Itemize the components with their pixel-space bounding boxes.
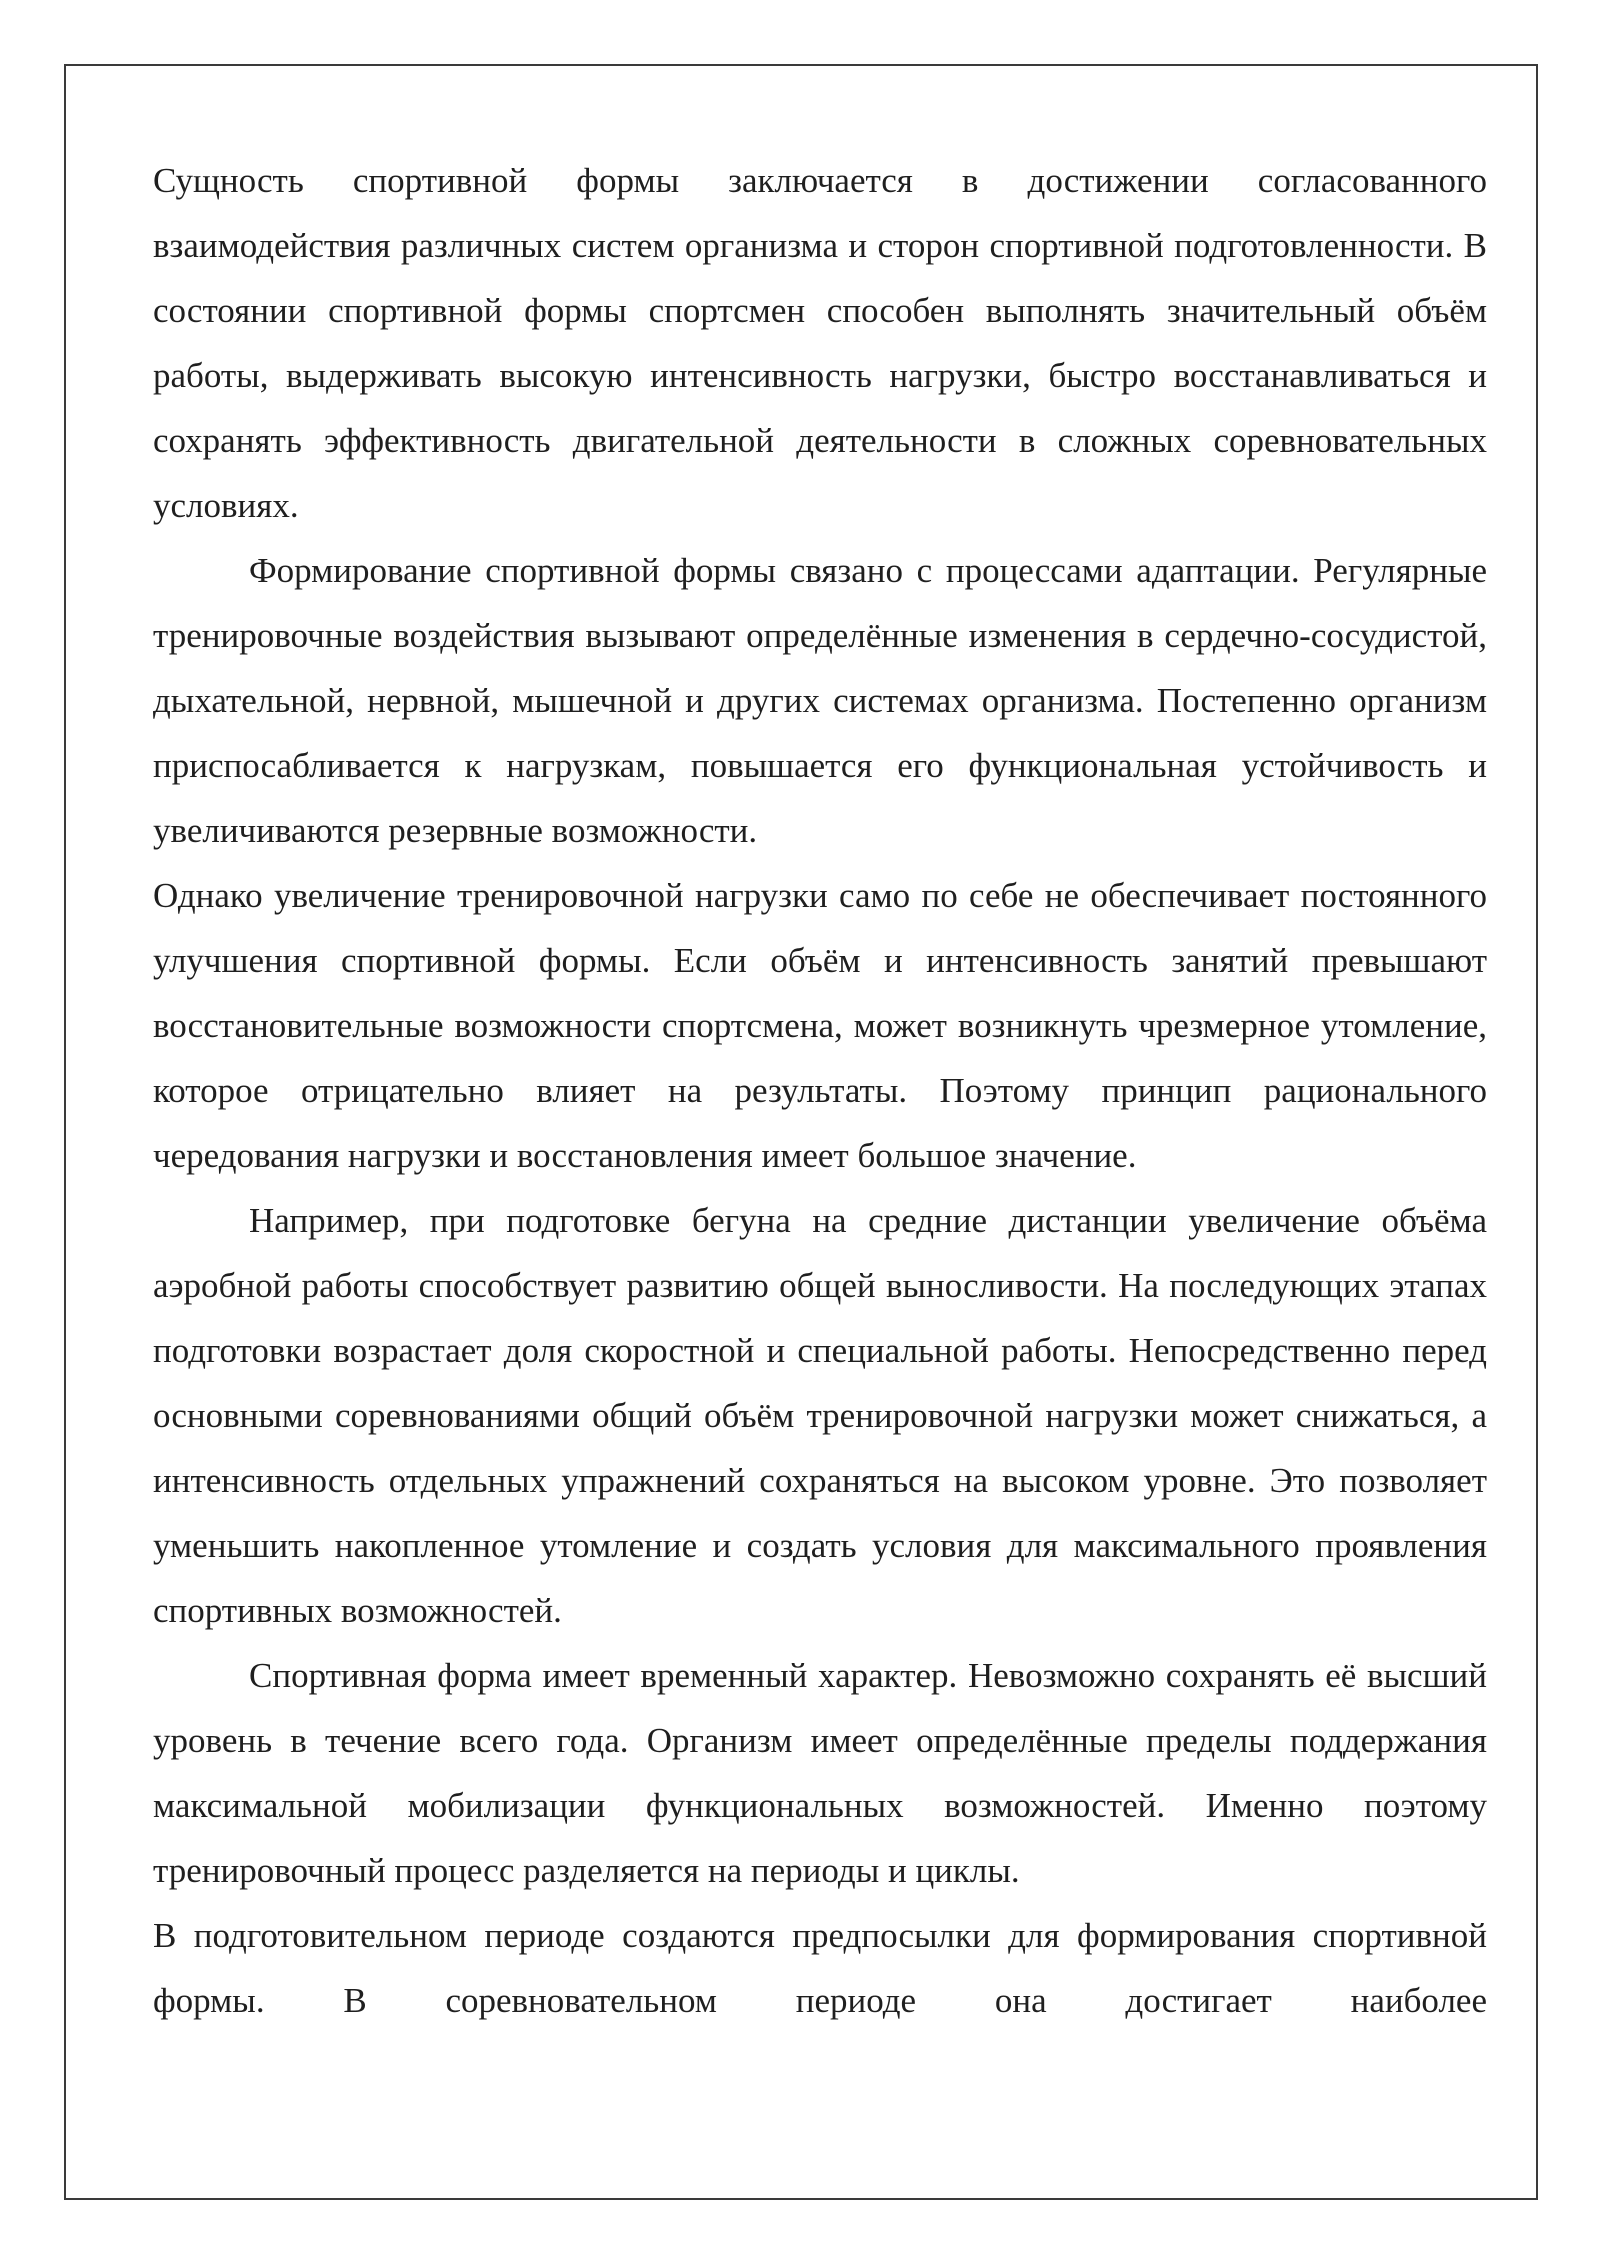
paragraph-4: Например, при подготовке бегуна на средние дистанции увеличение объёма аэробной работы способствует развитию общей выносливости. На последующих этапах подготовки возрастает доля скоростной и специальной работы. Непосредственно перед основными соревнованиями общий объём тренировочной нагрузки может снижаться, а интенсивность отдельных упражнений сохраняться на высоком уровне. Это позволяет уменьшить накопленное утомление и создать условия для максимального проявления спортивных возможностей. bbox=[153, 1201, 1487, 1630]
paragraph-6: В подготовительном периоде создаются предпосылки для формирования спортивной формы. В соревновательном периоде она достигает наиболее bbox=[153, 1916, 1487, 2020]
paragraph-2: Формирование спортивной формы связано с процессами адаптации. Регулярные тренировочные воздействия вызывают определённые изменения в сердечно-сосудистой, дыхательной, нервной, мышечной и других системах организма. Постепенно организм приспосабливается к нагрузкам, повышается его функциональная устойчивость и увеличиваются резервные возможности. bbox=[153, 551, 1487, 850]
paragraph-1: Сущность спортивной формы заключается в достижении согласованного взаимодействия различных систем организма и сторон спортивной подготовленности. В состоянии спортивной формы спортсмен способен выполнять значительный объём работы, выдерживать высокую интенсивность нагрузки, быстро восстанавливаться и сохранять эффективность двигательной деятельности в сложных соревновательных условиях. bbox=[153, 161, 1487, 525]
paragraph-5: Спортивная форма имеет временный характер. Невозможно сохранять её высший уровень в течение всего года. Организм имеет определённые пределы поддержания максимальной мобилизации функциональных возможностей. Именно поэтому тренировочный процесс разделяется на периоды и циклы. bbox=[153, 1656, 1487, 1890]
document-body bbox=[153, 148, 1487, 2033]
paragraph-3: Однако увеличение тренировочной нагрузки само по себе не обеспечивает постоянного улучшения спортивной формы. Если объём и интенсивность занятий превышают восстановительные возможности спортсмена, может возникнуть чрезмерное утомление, которое отрицательно влияет на результаты. Поэтому принцип рационального чередования нагрузки и восстановления имеет большое значение. bbox=[153, 876, 1487, 1175]
